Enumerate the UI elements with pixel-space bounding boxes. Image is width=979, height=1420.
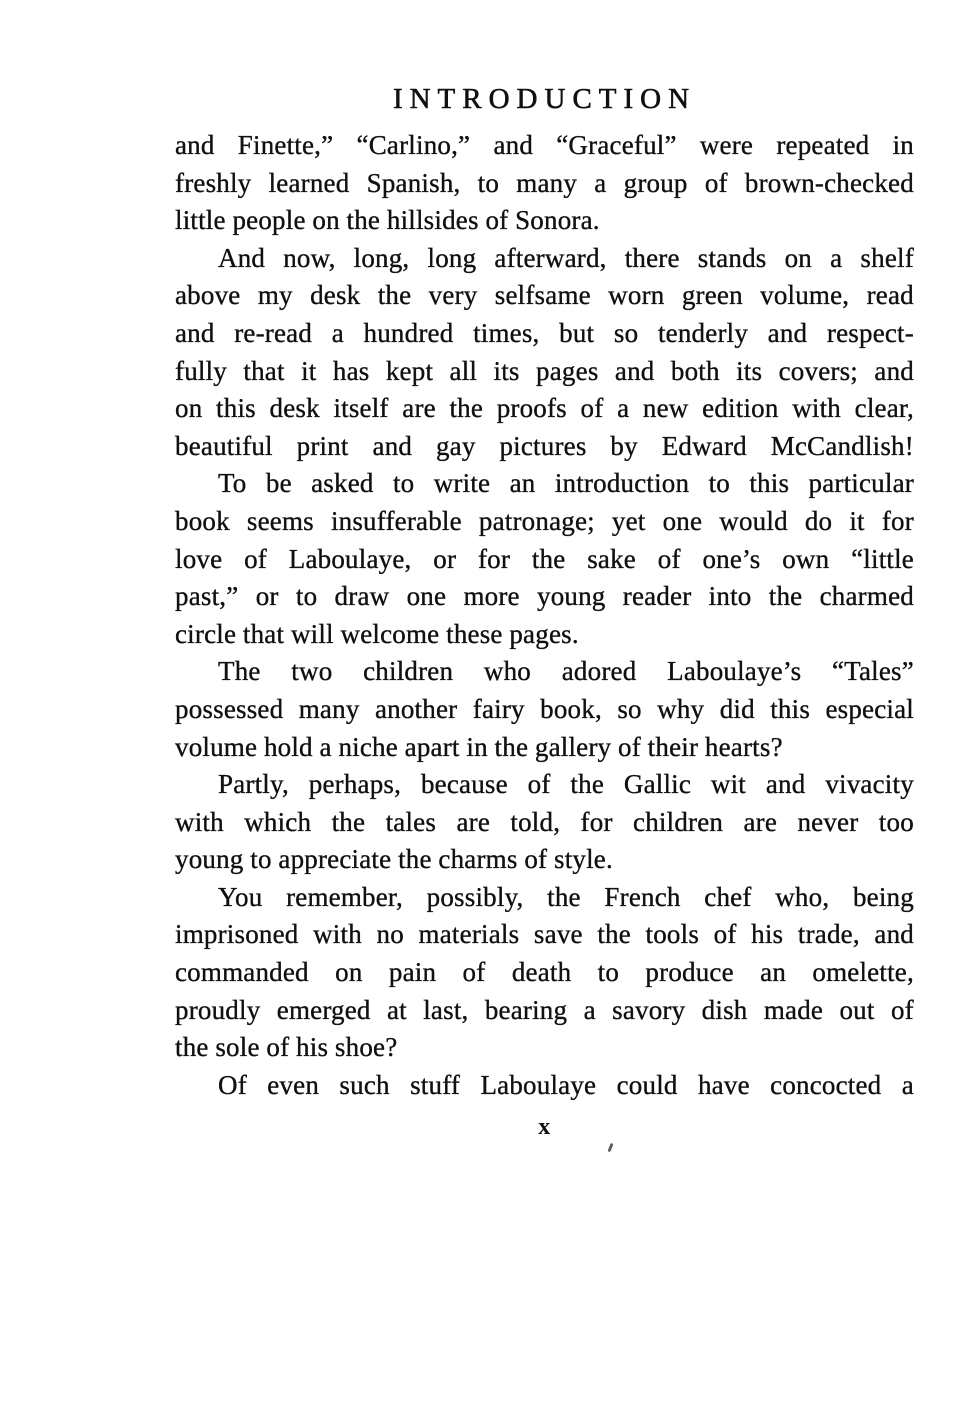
word: Laboulaye: [480, 1069, 597, 1100]
word: the: [331, 806, 366, 837]
word: possessed: [175, 693, 284, 724]
word: style.: [554, 844, 613, 875]
paragraphs: [175, 127, 914, 1104]
word: out: [839, 994, 875, 1025]
word: these: [446, 618, 503, 649]
text-line: [175, 616, 914, 654]
word: the: [346, 205, 381, 236]
word: fully: [175, 355, 227, 386]
text-line: [175, 541, 914, 579]
word: McCandlish!: [770, 430, 914, 461]
word: to: [708, 468, 730, 499]
text-line: [175, 691, 914, 729]
word: charms: [438, 844, 518, 875]
word: volume: [175, 731, 258, 762]
word: another: [374, 693, 458, 724]
paragraph: [175, 879, 914, 1067]
word: repeated: [776, 130, 870, 160]
word: savory: [612, 994, 686, 1025]
word: for: [477, 543, 511, 574]
word: and: [874, 919, 914, 950]
word: desk: [310, 280, 361, 311]
word: on: [784, 242, 813, 273]
word: imprisoned: [175, 919, 299, 950]
word: commanded: [175, 957, 309, 988]
text-line: [175, 1029, 914, 1067]
word: one: [406, 581, 447, 612]
paragraph: [175, 127, 914, 240]
word: did: [719, 693, 755, 724]
word: my: [257, 280, 293, 311]
word: being: [852, 881, 914, 912]
word: shelf: [860, 242, 914, 273]
word: concocted: [770, 1069, 882, 1100]
word: of: [657, 543, 681, 574]
word: Gallic: [623, 769, 692, 800]
word: this: [770, 693, 811, 724]
word: that: [242, 618, 285, 649]
word: for: [580, 806, 613, 837]
word: of: [713, 919, 737, 950]
word: especial: [825, 693, 914, 724]
page-heading: INTRODUCTION: [392, 83, 697, 115]
word: own: [782, 543, 830, 574]
word: his: [296, 1032, 329, 1063]
paragraph: [175, 1067, 914, 1105]
word: of: [524, 844, 548, 875]
word: into: [708, 581, 752, 612]
text-line: [175, 127, 914, 165]
word: introduction: [554, 468, 690, 499]
text-line: [175, 428, 914, 466]
word: will: [290, 618, 334, 649]
word: the: [377, 280, 412, 311]
text-line: [175, 653, 914, 691]
word: “Carlino,”: [356, 130, 471, 160]
word: covers;: [778, 355, 858, 386]
word: trade,: [797, 919, 860, 950]
word: little: [175, 205, 226, 236]
word: that: [243, 355, 285, 386]
word: read: [866, 280, 914, 311]
word: of: [704, 167, 728, 198]
word: an: [509, 468, 536, 499]
word: bearing: [484, 994, 568, 1025]
word: respect-: [826, 317, 914, 348]
word: of: [890, 994, 914, 1025]
word: could: [616, 1069, 678, 1100]
text-line: [175, 165, 914, 203]
word: wit: [710, 769, 747, 800]
word: of: [462, 957, 486, 988]
paragraph: [175, 653, 914, 766]
word: apart: [404, 731, 460, 762]
word: its: [493, 355, 520, 386]
word: desk: [269, 393, 320, 424]
word: “Tales”: [832, 656, 914, 687]
word: are: [402, 393, 436, 424]
word: its: [736, 355, 763, 386]
word: Finette,”: [237, 130, 334, 160]
word: gay: [435, 430, 476, 461]
word: tools: [645, 919, 700, 950]
word: write: [433, 468, 491, 499]
word: and: [175, 317, 215, 348]
word: remember,: [286, 881, 403, 912]
word: kept: [385, 355, 434, 386]
word: to: [597, 957, 620, 988]
word: the: [449, 393, 484, 424]
word: selfsame: [494, 280, 591, 311]
word: many: [298, 693, 360, 724]
word: their: [647, 731, 699, 762]
word: death: [511, 957, 572, 988]
word: long,: [353, 242, 410, 273]
word: this: [749, 468, 790, 499]
word: a: [319, 731, 332, 762]
word: and: [874, 355, 914, 386]
word: freshly: [175, 167, 252, 198]
word: of: [266, 1032, 290, 1063]
word: French: [604, 881, 681, 912]
word: welcome: [340, 618, 440, 649]
word: but: [559, 317, 595, 348]
word: book,: [540, 693, 602, 724]
word: times,: [473, 317, 540, 348]
word: the: [531, 543, 566, 574]
word: draw: [334, 581, 390, 612]
word: which: [244, 806, 312, 837]
text-line: [175, 390, 914, 428]
word: or: [433, 543, 457, 574]
word: one’s: [702, 543, 761, 574]
word: by: [610, 430, 638, 461]
text-line: [175, 465, 914, 503]
word: the: [494, 731, 529, 762]
word: of: [244, 543, 267, 574]
word: patronage;: [478, 505, 595, 536]
word: young: [175, 844, 244, 875]
word: are: [456, 806, 490, 837]
word: his: [751, 919, 784, 950]
text-line: [175, 240, 914, 278]
word: to: [295, 581, 318, 612]
word: tales: [385, 806, 437, 837]
word: To: [218, 468, 247, 499]
word: do: [804, 505, 833, 536]
word: perhaps,: [308, 769, 402, 800]
word: children: [633, 806, 724, 837]
word: particular: [808, 468, 914, 499]
text-line: [175, 277, 914, 315]
word: green: [681, 280, 743, 311]
word: seems: [246, 505, 314, 536]
word: would: [719, 505, 788, 536]
word: told,: [510, 806, 561, 837]
word: to: [250, 844, 272, 875]
text-line: [175, 729, 914, 767]
word: this: [216, 393, 256, 424]
word: Edward: [661, 430, 747, 461]
text-line: [175, 954, 914, 992]
word: stuff: [410, 1069, 461, 1100]
word: edition: [702, 393, 779, 424]
word: or: [255, 581, 279, 612]
word: save: [533, 919, 583, 950]
word: learned: [268, 167, 350, 198]
word: even: [267, 1069, 320, 1100]
word: pages.: [509, 618, 579, 649]
word: one: [662, 505, 703, 536]
word: and: [175, 130, 215, 160]
word: long: [427, 242, 477, 273]
text-line: [175, 503, 914, 541]
word: clear,: [854, 393, 914, 424]
word: Laboulaye,: [288, 543, 412, 574]
word: are: [743, 806, 778, 837]
word: tenderly: [657, 317, 749, 348]
word: fairy: [472, 693, 525, 724]
word: circle: [175, 618, 237, 649]
word: the: [570, 769, 605, 800]
word: stands: [697, 242, 767, 273]
word: the: [597, 919, 631, 950]
word: Partly,: [218, 769, 289, 800]
word: such: [339, 1069, 390, 1100]
word: pages: [536, 355, 599, 386]
word: chef: [704, 881, 752, 912]
word: pictures: [499, 430, 587, 461]
word: now,: [283, 242, 336, 273]
word: on: [312, 205, 340, 236]
word: both: [670, 355, 720, 386]
word: who: [483, 656, 532, 687]
word: to: [477, 167, 500, 198]
word: a: [830, 242, 843, 273]
text-line: [175, 766, 914, 804]
word: vivacity: [825, 769, 914, 800]
word: and: [767, 317, 808, 348]
word: a: [331, 317, 344, 348]
word: above: [175, 280, 241, 311]
word: at: [386, 994, 407, 1025]
word: group: [623, 167, 688, 198]
word: so: [617, 693, 642, 724]
word: people: [232, 205, 306, 236]
word: hundred: [363, 317, 454, 348]
word: made: [763, 994, 824, 1025]
word: shoe?: [334, 1032, 398, 1063]
word: children: [363, 656, 454, 687]
word: insufferable: [330, 505, 462, 536]
paragraph: [175, 465, 914, 653]
word: emerged: [276, 994, 371, 1025]
word: last,: [423, 994, 469, 1025]
word: hillsides: [386, 205, 479, 236]
word: of: [618, 731, 641, 762]
word: many: [516, 167, 578, 198]
text-line: [175, 315, 914, 353]
word: asked: [311, 468, 374, 499]
word: because: [420, 769, 508, 800]
text-line: [175, 1067, 914, 1105]
word: and: [493, 130, 534, 160]
word: hold: [263, 731, 313, 762]
word: possibly,: [426, 881, 524, 912]
word: all: [449, 355, 478, 386]
text-line: [175, 841, 914, 879]
word: Of: [218, 1069, 247, 1100]
word: no: [376, 919, 404, 950]
word: never: [797, 806, 859, 837]
word: and: [765, 769, 806, 800]
word: brown-checked: [744, 167, 914, 198]
word: charmed: [819, 581, 914, 612]
text-line: [175, 879, 914, 917]
word: be: [265, 468, 292, 499]
word: the: [768, 581, 803, 612]
word: beautiful: [175, 430, 273, 461]
word: and: [614, 355, 655, 386]
word: a: [901, 1069, 914, 1100]
word: the: [398, 844, 432, 875]
paragraph: [175, 766, 914, 879]
word: proofs: [496, 393, 567, 424]
word: reader: [622, 581, 692, 612]
word: afterward,: [494, 242, 607, 273]
word: re-read: [234, 317, 313, 348]
word: have: [697, 1069, 750, 1100]
word: volume,: [760, 280, 850, 311]
word: You: [218, 881, 263, 912]
word: who,: [775, 881, 830, 912]
word: a: [594, 167, 607, 198]
word: materials: [418, 919, 520, 950]
text-line: [175, 353, 914, 391]
word: Laboulaye’s: [667, 656, 802, 687]
word: dish: [701, 994, 748, 1025]
word: too: [878, 806, 914, 837]
word: omelette,: [812, 957, 914, 988]
text-line: [175, 804, 914, 842]
word: “little: [851, 543, 914, 574]
word: book: [175, 505, 230, 536]
word: to: [392, 468, 415, 499]
word: in: [892, 130, 914, 160]
text-line: [175, 578, 914, 616]
text-line: [175, 992, 914, 1030]
word: a: [583, 994, 596, 1025]
word: more: [463, 581, 520, 612]
word: new: [642, 393, 689, 424]
word: sole: [215, 1032, 260, 1063]
word: of: [527, 769, 551, 800]
word: The: [218, 656, 261, 687]
word: of: [485, 205, 509, 236]
word: “Graceful”: [556, 130, 677, 160]
word: the: [175, 1032, 209, 1063]
word: print: [296, 430, 349, 461]
word: two: [291, 656, 333, 687]
word: appreciate: [278, 844, 392, 875]
word: gallery: [534, 731, 612, 762]
word: were: [699, 130, 754, 160]
word: young: [537, 581, 606, 612]
word: for: [881, 505, 914, 536]
text-line: [175, 916, 914, 954]
word: worn: [608, 280, 665, 311]
word: sake: [587, 543, 636, 574]
word: with: [313, 919, 362, 950]
word: it: [301, 355, 317, 386]
word: And: [218, 242, 266, 273]
word: past,”: [175, 581, 239, 612]
word: hearts?: [704, 731, 783, 762]
word: produce: [645, 957, 734, 988]
scan-speck: [607, 1143, 613, 1152]
word: very: [428, 280, 478, 311]
word: on: [335, 957, 363, 988]
word: love: [175, 543, 223, 574]
word: niche: [338, 731, 398, 762]
word: why: [657, 693, 705, 724]
word: with: [175, 806, 224, 837]
word: it: [849, 505, 865, 536]
word: of: [580, 393, 604, 424]
word: and: [372, 430, 413, 461]
word: Spanish,: [366, 167, 461, 198]
word: the: [547, 881, 581, 912]
word: in: [466, 731, 488, 762]
text-line: [175, 202, 914, 240]
page-number: x: [538, 1114, 551, 1140]
word: yet: [611, 505, 646, 536]
word: so: [613, 317, 639, 348]
word: on: [175, 393, 203, 424]
word: Sonora.: [515, 205, 600, 236]
word: an: [760, 957, 787, 988]
paragraph: [175, 240, 914, 466]
word: there: [624, 242, 680, 273]
word: adored: [561, 656, 637, 687]
word: proudly: [175, 994, 261, 1025]
word: itself: [333, 393, 389, 424]
word: a: [617, 393, 630, 424]
word: with: [792, 393, 841, 424]
word: pain: [388, 957, 437, 988]
word: has: [332, 355, 370, 386]
